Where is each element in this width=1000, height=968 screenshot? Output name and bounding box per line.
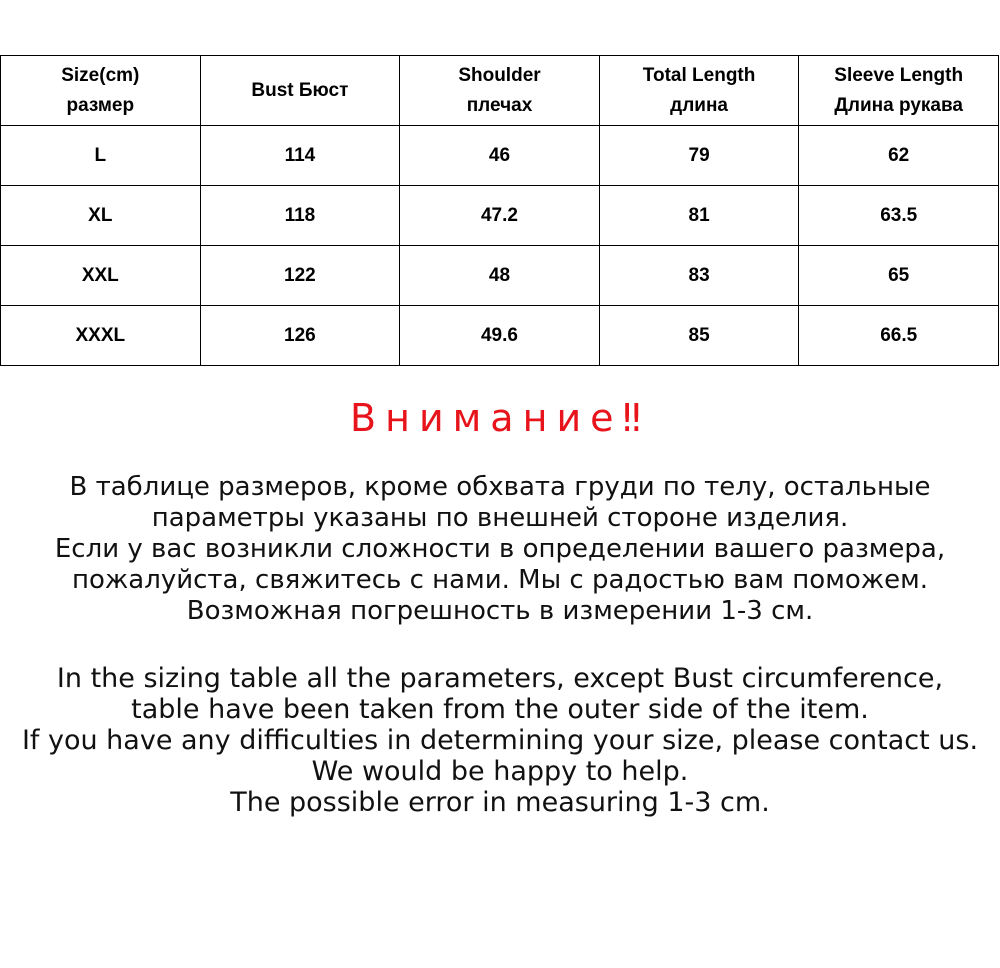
cell-total-length: 81 — [599, 186, 799, 246]
header-size — [1, 56, 201, 126]
cell-size: XL — [1, 186, 201, 246]
cell-shoulder: 46 — [400, 126, 600, 186]
header-shoulder-ru: плечах — [466, 94, 533, 116]
table-row — [1, 186, 999, 246]
cell-total-length: 79 — [599, 126, 799, 186]
notice-russian — [0, 472, 1000, 627]
header-sleeve-length-ru: Длина рукава — [834, 94, 963, 116]
header-bust-label: Bust Бюст — [251, 79, 349, 101]
header-total-length-ru: длина — [670, 94, 728, 116]
table-header-row — [1, 56, 999, 126]
notice-english-line: table have been taken from the outer side of the item. — [131, 694, 869, 725]
cell-total-length: 83 — [599, 246, 799, 306]
cell-size: XXXL — [1, 306, 201, 366]
cell-size: XXL — [1, 246, 201, 306]
notice-russian-line: Возможная погрешность в измерении 1-3 см. — [186, 596, 814, 626]
notice-russian-line: параметры указаны по внешней стороне изделия. — [151, 503, 849, 533]
header-shoulder-en: Shoulder — [458, 64, 541, 86]
cell-shoulder: 49.6 — [400, 306, 600, 366]
size-chart-table — [0, 55, 999, 366]
cell-bust: 118 — [200, 186, 400, 246]
cell-size: L — [1, 126, 201, 186]
cell-total-length: 85 — [599, 306, 799, 366]
header-size-ru: размер — [66, 94, 135, 116]
cell-shoulder: 47.2 — [400, 186, 600, 246]
notice-russian-line: пожалуйста, свяжитесь с нами. Мы с радостью вам поможем. — [71, 565, 929, 595]
header-size-en: Size(cm) — [61, 64, 140, 86]
notice-russian-line: В таблице размеров, кроме обхвата груди по телу, остальные — [69, 472, 931, 502]
table-row — [1, 246, 999, 306]
table-row — [1, 306, 999, 366]
header-shoulder — [400, 56, 600, 126]
notice-english-line: The possible error in measuring 1-3 cm. — [230, 787, 770, 818]
cell-sleeve-length: 66.5 — [799, 306, 999, 366]
cell-sleeve-length: 63.5 — [799, 186, 999, 246]
cell-bust: 126 — [200, 306, 400, 366]
header-total-length-en: Total Length — [642, 64, 756, 86]
header-sleeve-length-en: Sleeve Length — [834, 64, 964, 86]
cell-sleeve-length: 65 — [799, 246, 999, 306]
header-sleeve-length — [799, 56, 999, 126]
header-bust — [200, 56, 400, 126]
notice-english-line: We would be happy to help. — [311, 756, 689, 787]
table-row — [1, 126, 999, 186]
notice-english-line: In the sizing table all the parameters, except Bust circumference, — [56, 663, 944, 694]
cell-bust: 122 — [200, 246, 400, 306]
cell-sleeve-length: 62 — [799, 126, 999, 186]
attention-heading: Внимание‼ — [350, 396, 650, 440]
cell-bust: 114 — [200, 126, 400, 186]
notice-english-line: If you have any difficulties in determining your size, please contact us. — [21, 725, 979, 756]
notice-russian-line: Если у вас возникли сложности в определении вашего размера, — [54, 534, 946, 564]
header-total-length — [599, 56, 799, 126]
cell-shoulder: 48 — [400, 246, 600, 306]
notice-english — [0, 663, 1000, 818]
